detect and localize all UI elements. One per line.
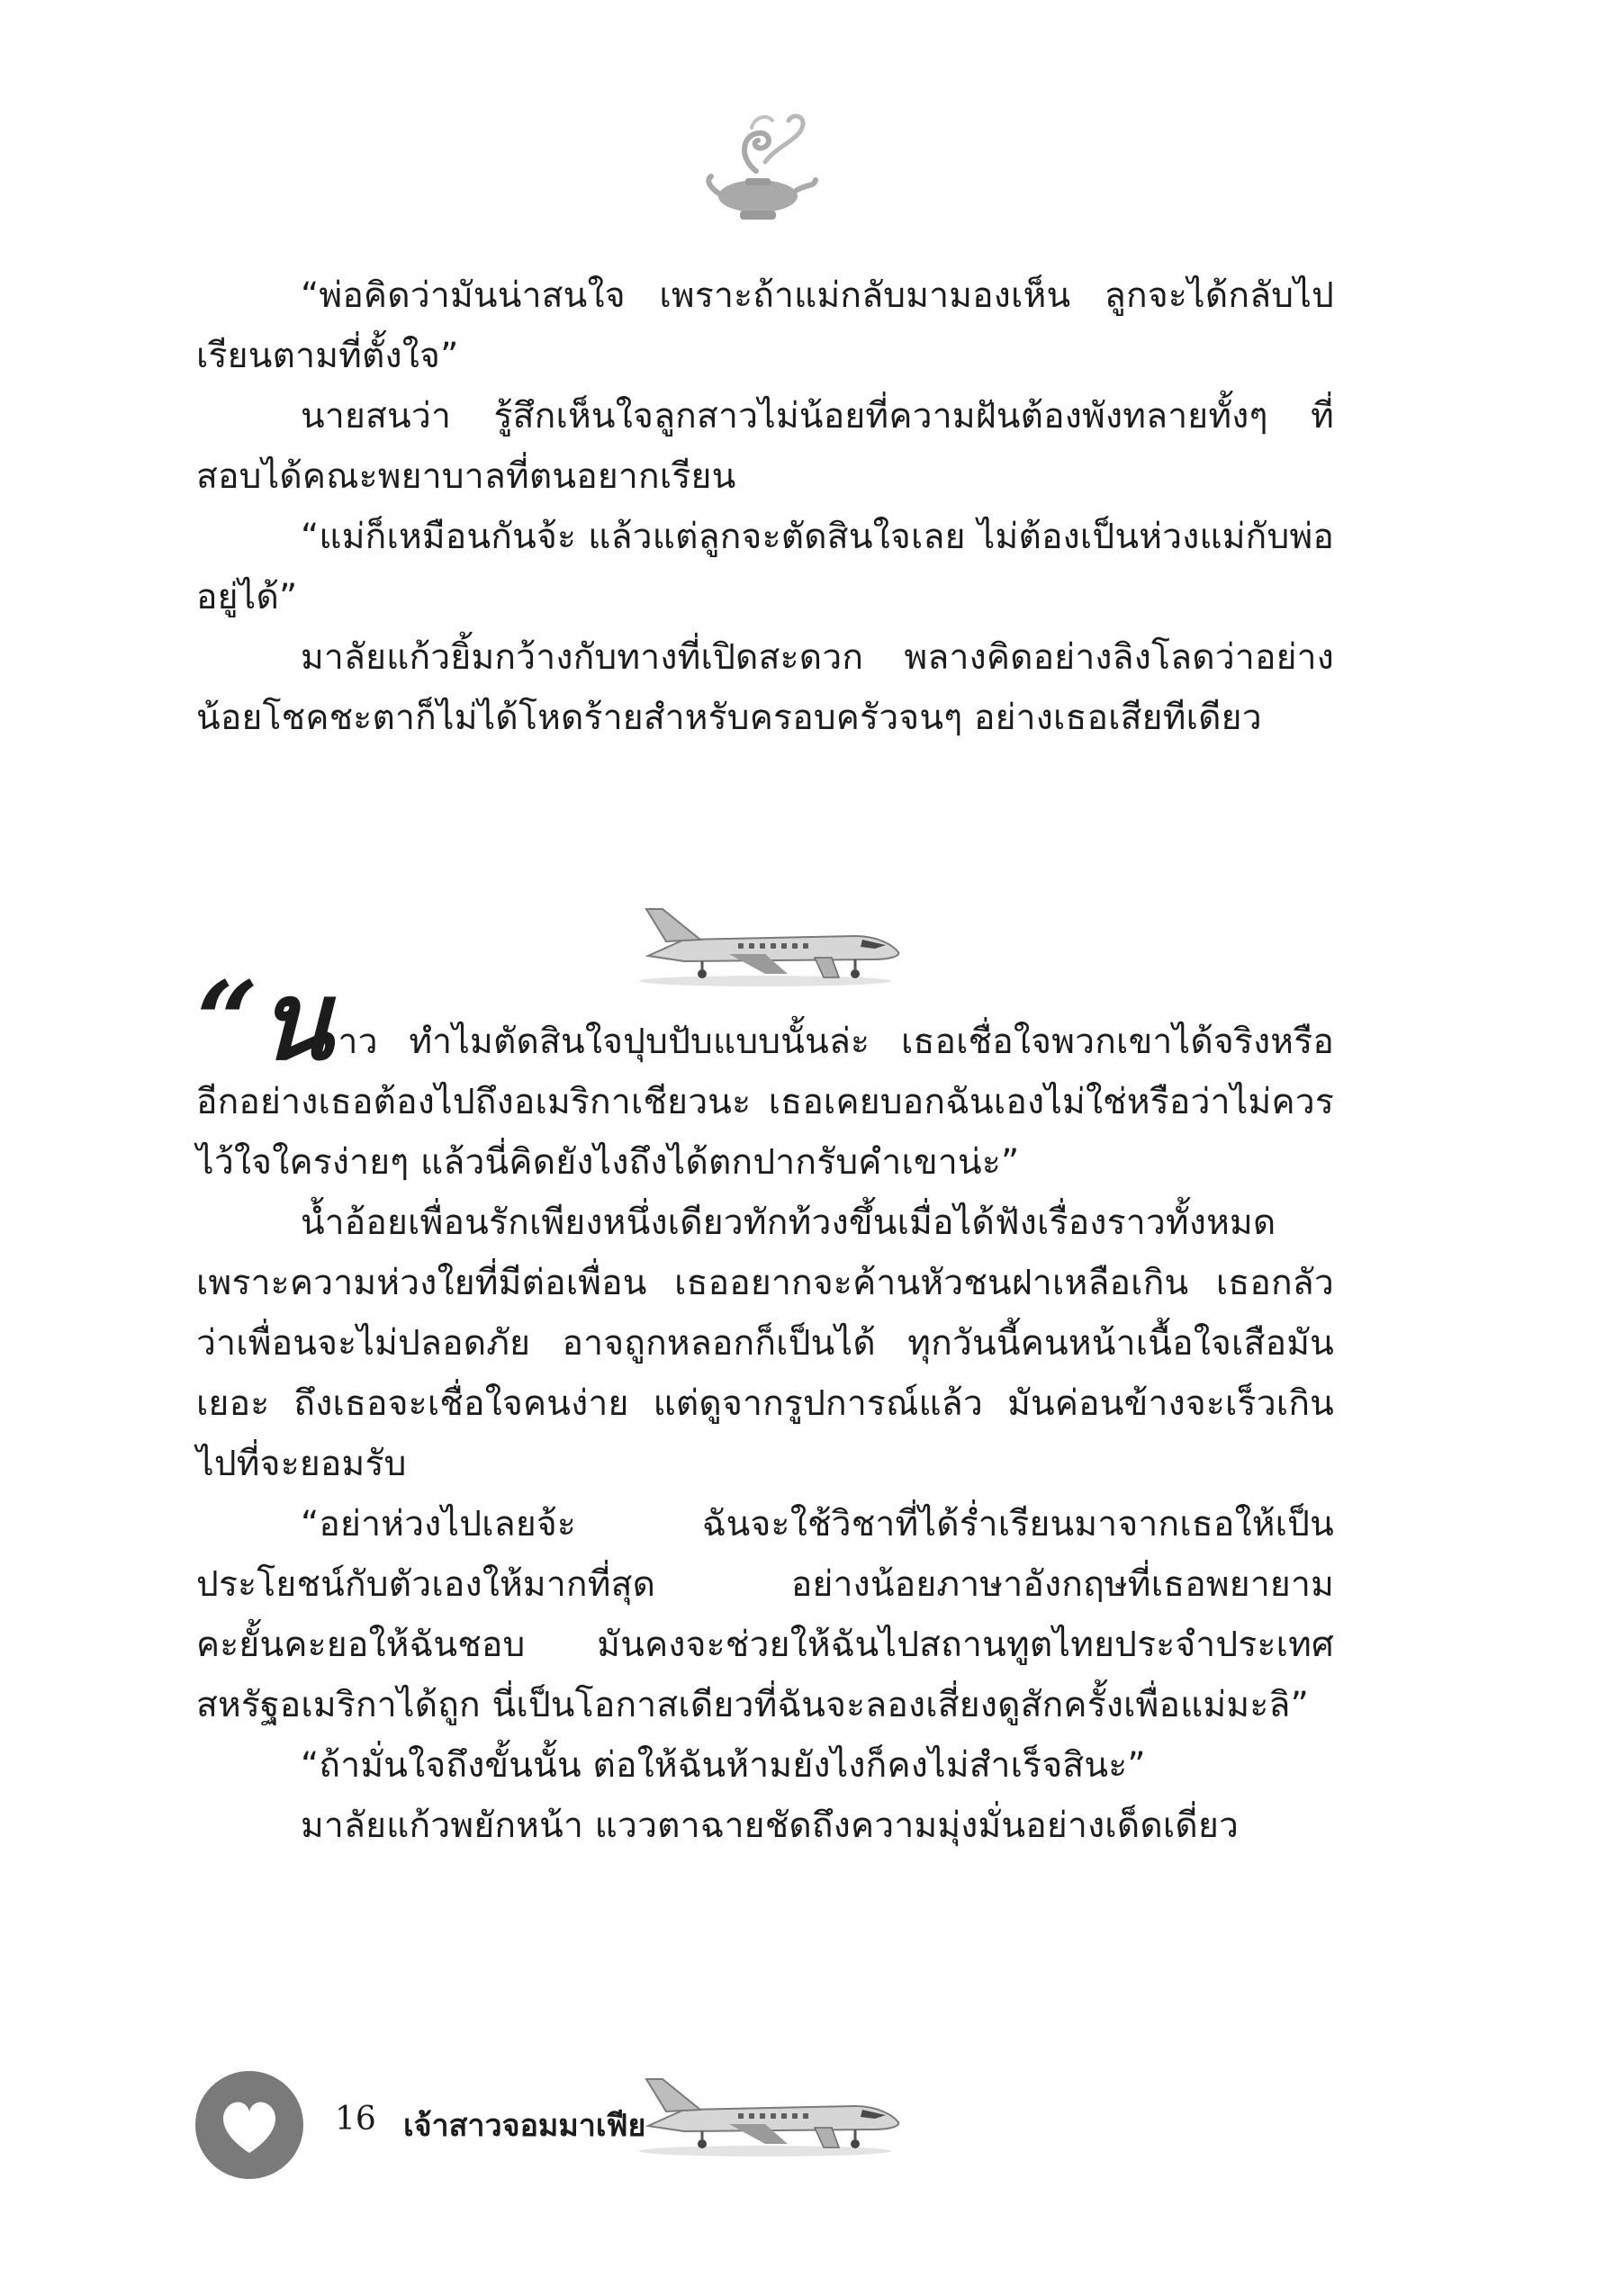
book-title: เจ้าสาวจอมมาเฟีย <box>403 2108 646 2144</box>
paragraph: นายสนว่า รู้สึกเห็นใจลูกสาวไม่น้อยที่ความฝันต้องพังทลายทั้งๆ ที่สอบได้คณะพยาบาลที่ตนอยากเรียน <box>196 396 1334 497</box>
heart-icon <box>194 2070 304 2180</box>
section-one <box>196 266 1334 748</box>
paragraph: “แม่ก็เหมือนกันจ้ะ แล้วแต่ลูกจะตัดสินใจเลย ไม่ต้องเป็นห่วงแม่กับพ่ออยู่ได้” <box>196 517 1334 617</box>
section-two <box>196 958 1334 1856</box>
opening-text: าว ทำไมตัดสินใจปุบปับแบบนั้นล่ะ เธอเชื่อใจพวกเขาได้จริงหรือ อีกอย่างเธอต้องไปถึงอเมริกาเชียวนะ เธอเคยบอกฉันเองไม่ใช่หรือว่าไม่ควรไว้ใจใครง่ายๆ แล้วนี่คิดยังไงถึงได้ตกปากรับคำเขาน่ะ” <box>196 1022 1334 1183</box>
paragraph: มาลัยแก้วยิ้มกว้างกับทางที่เปิดสะดวก พลางคิดอย่างลิงโลดว่าอย่างน้อยโชคชะตาก็ไม่ได้โหดร้ายสำหรับครอบครัวจนๆ อย่างเธอเสียทีเดียว <box>196 637 1334 738</box>
paragraph: น้ำอ้อยเพื่อนรักเพียงหนึ่งเดียวทักท้วงขึ้นเมื่อได้ฟังเรื่องราวทั้งหมด เพราะความห่วงใยที่มีต่อเพื่อน เธออยากจะค้านหัวชนฝาเหลือเกิน เธอกลัวว่าเพื่อนจะไม่ปลอดภัย อาจถูกหลอกก็เป็นได้ ทุกวันนี้คนหน้าเนื้อใจเสือมันเยอะ ถึงเธอจะเชื่อใจคนง่าย แต่ดูจากรูปการณ์แล้ว มันค่อนข้างจะเร็วเกินไปที่จะยอมรับ <box>196 1202 1334 1484</box>
private-jet-icon <box>630 2070 909 2160</box>
paragraph: “พ่อคิดว่ามันน่าสนใจ เพราะถ้าแม่กลับมามองเห็น ลูกจะได้กลับไปเรียนตามที่ตั้งใจ” <box>196 275 1334 376</box>
paragraph: “ถ้ามั่นใจถึงขั้นนั้น ต่อให้ฉันห้ามยังไงก็คงไม่สำเร็จสินะ” <box>301 1745 1146 1786</box>
drop-cap: “น <box>196 958 333 1085</box>
opening-paragraph <box>196 958 1334 1193</box>
paragraph: มาลัยแก้วพยักหน้า แววตาฉายชัดถึงความมุ่งมั่นอย่างเด็ดเดี่ยว <box>301 1805 1240 1846</box>
paragraph: “อย่าห่วงไปเลยจ้ะ ฉันจะใช้วิชาที่ได้ร่ำเรียนมาจากเธอให้เป็นประโยชน์กับตัวเองให้มากที่สุด อย่างน้อยภาษาอังกฤษที่เธอพยายามคะยั้นคะยอให้ฉันชอบ มันคงจะช่วยให้ฉันไปสถานทูตไทยประจำประเทศสหรัฐอเมริกาได้ถูก นี่เป็นโอกาสเดียวที่ฉันจะลองเสี่ยงดูสักครั้งเพื่อแม่มะลิ” <box>196 1504 1334 1725</box>
genie-lamp-icon <box>702 108 819 234</box>
page-number: 16 <box>335 2101 376 2138</box>
private-jet-icon <box>630 900 909 990</box>
